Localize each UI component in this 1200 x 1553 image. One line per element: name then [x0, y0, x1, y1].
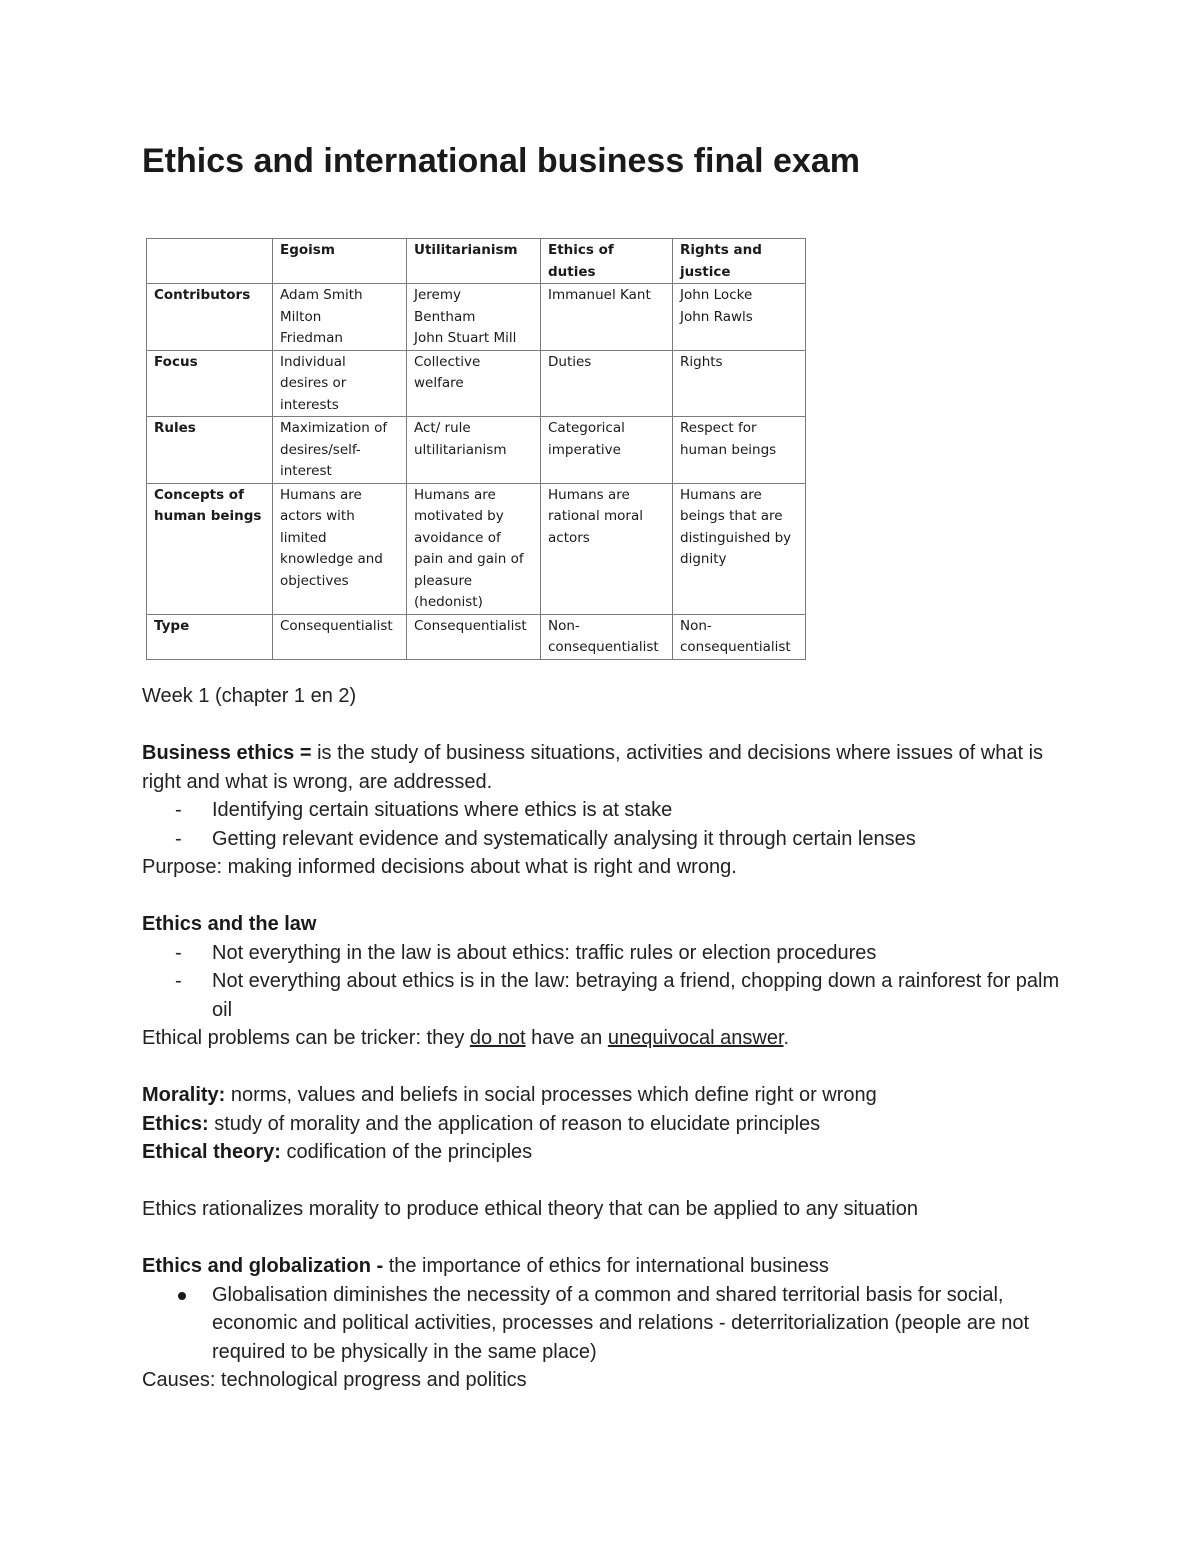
table-cell	[673, 417, 806, 484]
cell-text-line: pain and gain of	[414, 551, 524, 567]
definition-term: Ethical theory:	[142, 1141, 281, 1163]
row-header-cell	[147, 284, 273, 351]
cell-text-line: Bentham	[414, 308, 476, 325]
table-header-cell	[273, 239, 407, 284]
cell-text-line: Immanuel Kant	[548, 287, 651, 303]
table-cell	[407, 350, 541, 417]
cell-text-line: Respect for	[680, 420, 757, 436]
ethics-law-list	[142, 939, 1062, 1025]
definition-text: study of morality and the application of reason to elucidate principles	[208, 1112, 821, 1135]
table-header-cell	[673, 239, 806, 284]
header-text: Ethics of duties	[548, 242, 614, 280]
row-header-cell	[147, 483, 273, 614]
business-ethics-term: Business ethics =	[142, 742, 312, 764]
cell-text-line: actors	[548, 529, 590, 546]
cell-text-line: Non-	[548, 617, 580, 634]
cell-text-line: John Stuart Mill	[414, 330, 517, 346]
table-cell	[273, 417, 407, 484]
table-header-cell	[407, 239, 541, 284]
definition-text: norms, values and beliefs in social processes which define right or wrong	[225, 1084, 877, 1106]
cell-text-line: Consequentialist	[414, 617, 527, 634]
table-header-cell	[541, 239, 673, 284]
ethical-theory-definition	[142, 1138, 1062, 1167]
purpose-line: Purpose: making informed decisions about what is right and wrong.	[142, 856, 737, 878]
cell-text-line: Humans are	[548, 486, 630, 503]
cell-text-line: human beings	[154, 508, 262, 524]
cell-text-line: Maximization of	[280, 420, 388, 436]
cell-text-line: consequentialist	[680, 639, 791, 655]
cell-text-line: Humans are	[280, 486, 362, 503]
document-title: Ethics and international business final exam	[142, 142, 860, 180]
cell-text-line: John Locke	[680, 287, 753, 303]
cell-text-line: actors with	[280, 508, 355, 524]
cell-text-line: desires/self-	[280, 441, 361, 458]
dash-marker: -	[175, 941, 182, 964]
underlined-text: do not	[469, 1027, 526, 1049]
ethics-theories-table	[146, 238, 806, 660]
definition-term: Morality:	[142, 1084, 226, 1106]
list-item	[142, 967, 1062, 1024]
table-row	[147, 284, 806, 351]
list-item-text: Getting relevant evidence and systematically analysing it through certain lenses	[212, 827, 916, 850]
header-text: Utilitarianism	[414, 242, 518, 258]
cell-text-line: beings that are	[680, 508, 783, 524]
cell-text-line: Humans are	[414, 486, 496, 503]
cell-text-line: interest	[280, 463, 332, 479]
list-item-text: Globalisation diminishes the necessity of a common and shared territorial basis for social, economic and political activities, processes and relations - deterritorialization (people are not required to be physically in the same place)	[212, 1283, 1030, 1363]
table-cell	[673, 284, 806, 351]
dash-marker: -	[175, 799, 182, 821]
cell-text-line: Focus	[154, 353, 198, 370]
week-heading: Week 1 (chapter 1 en 2)	[142, 685, 357, 707]
table-cell	[541, 614, 673, 659]
table-cell	[407, 417, 541, 484]
table-cell	[673, 483, 806, 614]
cell-text-line: objectives	[280, 572, 349, 589]
business-ethics-definition	[142, 739, 1062, 796]
cell-text-line: consequentialist	[548, 639, 659, 655]
sentence-text: have an	[525, 1027, 608, 1049]
table-header-row	[147, 239, 806, 284]
cell-text-line: Act/ rule	[414, 420, 471, 436]
cell-text-line: Individual	[280, 353, 346, 370]
bullet-dot-icon	[178, 1292, 186, 1300]
cell-text-line: Humans are	[680, 486, 762, 503]
cell-text-line: welfare	[414, 375, 464, 391]
cell-text-line: ultilitarianism	[414, 441, 507, 458]
row-header-cell	[147, 417, 273, 484]
cell-text-line: Jeremy	[414, 287, 461, 303]
table-cell	[407, 483, 541, 614]
globalization-heading	[142, 1252, 1062, 1281]
cell-text-line: Categorical	[548, 420, 625, 436]
table-cell	[673, 350, 806, 417]
dash-marker: -	[175, 970, 182, 992]
cell-text-line: Milton	[280, 308, 322, 325]
cell-text-line: Consequentialist	[280, 617, 393, 634]
globalization-term: Ethics and globalization -	[142, 1255, 389, 1277]
cell-text-line: knowledge and	[280, 551, 383, 567]
list-item-text: Identifying certain situations where ethics is at stake	[212, 799, 673, 821]
business-ethics-list	[142, 796, 1062, 853]
list-item	[142, 939, 1062, 968]
cell-text-line: Non-	[680, 617, 712, 634]
header-text: Egoism	[280, 242, 335, 258]
cell-text-line: motivated by	[414, 508, 504, 524]
morality-definition	[142, 1081, 1062, 1110]
list-item-text: Not everything about ethics is in the law: betraying a friend, chopping down a rainforest for palm oil	[212, 970, 1060, 1021]
cell-text-line: Rights	[680, 353, 723, 370]
definition-text: codification of the principles	[280, 1141, 533, 1163]
globalization-subtitle: the importance of ethics for international business	[388, 1255, 829, 1277]
header-text: Rights and justice	[680, 242, 762, 280]
table-row	[147, 614, 806, 659]
table-cell	[273, 350, 407, 417]
cell-text-line: Rules	[154, 420, 196, 436]
definition-term: Ethics:	[142, 1112, 209, 1135]
globalization-list	[142, 1281, 1062, 1367]
table-cell	[673, 614, 806, 659]
list-item	[142, 796, 1062, 825]
cell-text-line: dignity	[680, 551, 727, 567]
table-cell	[407, 284, 541, 351]
underlined-text: unequivocal answer	[607, 1027, 784, 1049]
cell-text-line: limited	[280, 529, 327, 546]
table-cell	[541, 483, 673, 614]
table-row	[147, 350, 806, 417]
table-cell	[541, 284, 673, 351]
causes-line: Causes: technological progress and politics	[142, 1369, 527, 1391]
table-header-cell	[147, 239, 273, 284]
cell-text-line: interests	[280, 396, 339, 413]
rationalizes-line: Ethics rationalizes morality to produce ethical theory that can be applied to any situation	[142, 1198, 918, 1220]
table-cell	[407, 614, 541, 659]
ethical-problems-line	[142, 1024, 1062, 1053]
cell-text-line: rational moral	[548, 508, 643, 524]
cell-text-line: desires or	[280, 375, 347, 391]
ethics-definition	[142, 1110, 1062, 1139]
sentence-text: .	[783, 1027, 790, 1049]
cell-text-line: distinguished by	[680, 529, 792, 546]
cell-text-line: (hedonist)	[414, 594, 483, 610]
table-row	[147, 417, 806, 484]
table-cell	[273, 614, 407, 659]
cell-text-line: Friedman	[280, 330, 343, 346]
row-header-cell	[147, 614, 273, 659]
table-cell	[541, 350, 673, 417]
ethics-law-heading: Ethics and the law	[142, 913, 317, 935]
cell-text-line: Type	[154, 617, 190, 634]
dash-marker: -	[175, 827, 182, 850]
table-body	[147, 239, 806, 660]
cell-text-line: John Rawls	[680, 308, 753, 325]
cell-text-line: pleasure	[414, 572, 473, 589]
cell-text-line: Adam Smith	[280, 287, 363, 303]
row-header-cell	[147, 350, 273, 417]
cell-text-line: imperative	[548, 441, 621, 458]
table-cell	[273, 483, 407, 614]
table-cell	[273, 284, 407, 351]
cell-text-line: Duties	[548, 353, 592, 370]
cell-text-line: Contributors	[154, 287, 251, 303]
list-item-text: Not everything in the law is about ethics: traffic rules or election procedures	[212, 941, 877, 964]
list-item	[142, 1281, 1062, 1367]
table-cell	[541, 417, 673, 484]
table-row	[147, 483, 806, 614]
sentence-text: Ethical problems can be tricker: they	[142, 1027, 470, 1049]
notes-body	[142, 682, 1062, 1395]
list-item	[142, 825, 1062, 854]
business-ethics-text: is the study of business situations, activities and decisions where issues of what is right and what is wrong, are addressed.	[142, 742, 1044, 793]
cell-text-line: Collective	[414, 353, 481, 370]
cell-text-line: Concepts of	[154, 486, 244, 503]
cell-text-line: human beings	[680, 441, 777, 458]
cell-text-line: avoidance of	[414, 529, 501, 546]
